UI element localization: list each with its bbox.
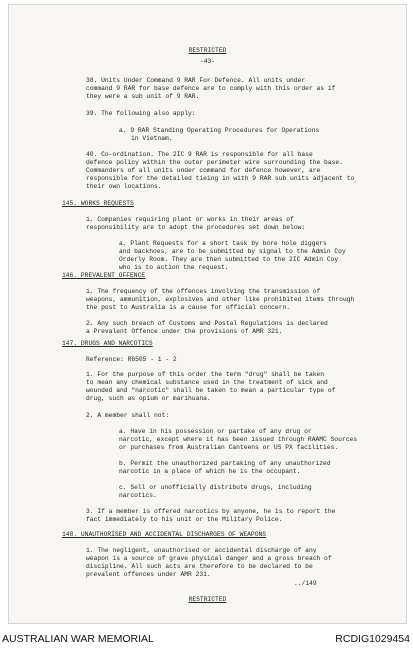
text-line: a. Plant Requests for a short task by bore hole diggers xyxy=(119,240,327,247)
text-line: 1. The frequency of the offences involving the transmission of xyxy=(86,288,321,295)
reference-line: Reference: R6505 - 1 - 2 xyxy=(86,356,177,363)
section-heading-147: 147. DRUGS AND NARCOTICS xyxy=(62,340,153,347)
text-line: narcotic in a place of which he is the occupant. xyxy=(119,468,301,475)
text-line: in Vietnam. xyxy=(131,135,173,142)
document-page xyxy=(8,4,407,624)
text-line: Orderly Room. They are then submitted to the 2IC Admin Coy xyxy=(119,256,339,263)
text-line: their own locations. xyxy=(86,183,162,190)
text-line: narcotic, except where it has been issued through RAAMC Sources xyxy=(119,436,358,443)
text-line: command 9 RAR for base defence are to comply with this order as if xyxy=(86,85,336,92)
text-line: and backhoes, are to be submitted by signal to the Admin Coy xyxy=(119,248,346,255)
text-line: to mean any chemical substance used in the treatment of sick and xyxy=(86,379,328,386)
continuation-marker: ../149 xyxy=(294,580,317,587)
text-line: discipline. All such acts are therefore to be declared to be xyxy=(86,563,313,570)
text-line: 38. Units Under Command 9 RAR For Defence. All units under xyxy=(86,77,306,84)
footer-classification: RESTRICTED xyxy=(188,596,227,603)
text-line: weapon is a source of grave physical danger and a gross breach of xyxy=(86,555,332,562)
text-line: a Prevalent Offence under the provisions of AMR 321. xyxy=(86,328,283,335)
text-line: wounded and "narcotic" shall be taken to mean a particular type of xyxy=(86,387,336,394)
text-line: 2. Any such breach of Customs and Postal Regulations is declared xyxy=(86,320,328,327)
text-line: drug, such as opium or marihuana. xyxy=(86,395,211,402)
text-line: weapons, ammunition, explosives and other like prohibited items through xyxy=(86,296,355,303)
header-classification: RESTRICTED xyxy=(188,47,227,54)
text-line: defence policy within the outer perimeter wire surrounding the base. xyxy=(86,159,343,166)
text-line: 2. A member shall not: xyxy=(86,412,170,419)
archive-credit: AUSTRALIAN WAR MEMORIAL xyxy=(2,633,154,645)
text-line: 1. Companies requiring plant or works in their areas of xyxy=(86,216,294,223)
text-line: Commanders of all units under command for defence however, are xyxy=(86,167,321,174)
text-line: narcotics. xyxy=(119,492,157,499)
text-line: or purchases from Australian Canteens or US PX facilities. xyxy=(119,444,339,451)
section-heading-145: 145. WORKS REQUESTS xyxy=(62,200,134,207)
text-line: prevalent offences under AMR 231. xyxy=(86,571,211,578)
text-line: 1. The negligent, unauthorised or accidental discharge of any xyxy=(86,547,317,554)
text-line: 1. For the purpose of this order the term "drug" shall be taken xyxy=(86,371,325,378)
text-line: c. Sell or unofficially distribute drugs, including xyxy=(119,484,312,491)
text-line: b. Permit the unauthorized partaking of any unauthorized xyxy=(119,460,331,467)
text-line: responsibility are to adopt the procedures set down below: xyxy=(86,224,306,231)
text-line: 40. Co-ordination. The 2IC 9 RAR is responsible for all base xyxy=(86,151,313,158)
text-line: the post to Australia is a cause for official concern. xyxy=(86,304,291,311)
text-line: they were a sub unit of 9 RAR. xyxy=(86,93,200,100)
section-heading-146: 146. PREVALENT OFFENCE xyxy=(62,272,146,279)
record-id: RCDIG1029454 xyxy=(335,633,410,645)
text-line: 3. If a member is offered narcotics by anyone, he is to report the xyxy=(86,508,336,515)
text-line: a. Have in his possession or partake of any drug or xyxy=(119,428,312,435)
section-heading-148: 148. UNAUTHORISED AND ACCIDENTAL DISCHARGES OF WEAPONS xyxy=(62,531,267,538)
text-line: responsible for the detailed tieing in with 9 RAR sub units adjacent to xyxy=(86,175,355,182)
text-line: a. 9 RAR Standing Operating Procedures for Operations xyxy=(119,127,320,134)
text-line: 39. The following also apply: xyxy=(86,110,196,117)
text-line: fact immediately to his unit or the Military Police. xyxy=(86,516,283,523)
page-number: -43- xyxy=(199,58,216,65)
text-line: who is to action the request. xyxy=(119,264,229,271)
